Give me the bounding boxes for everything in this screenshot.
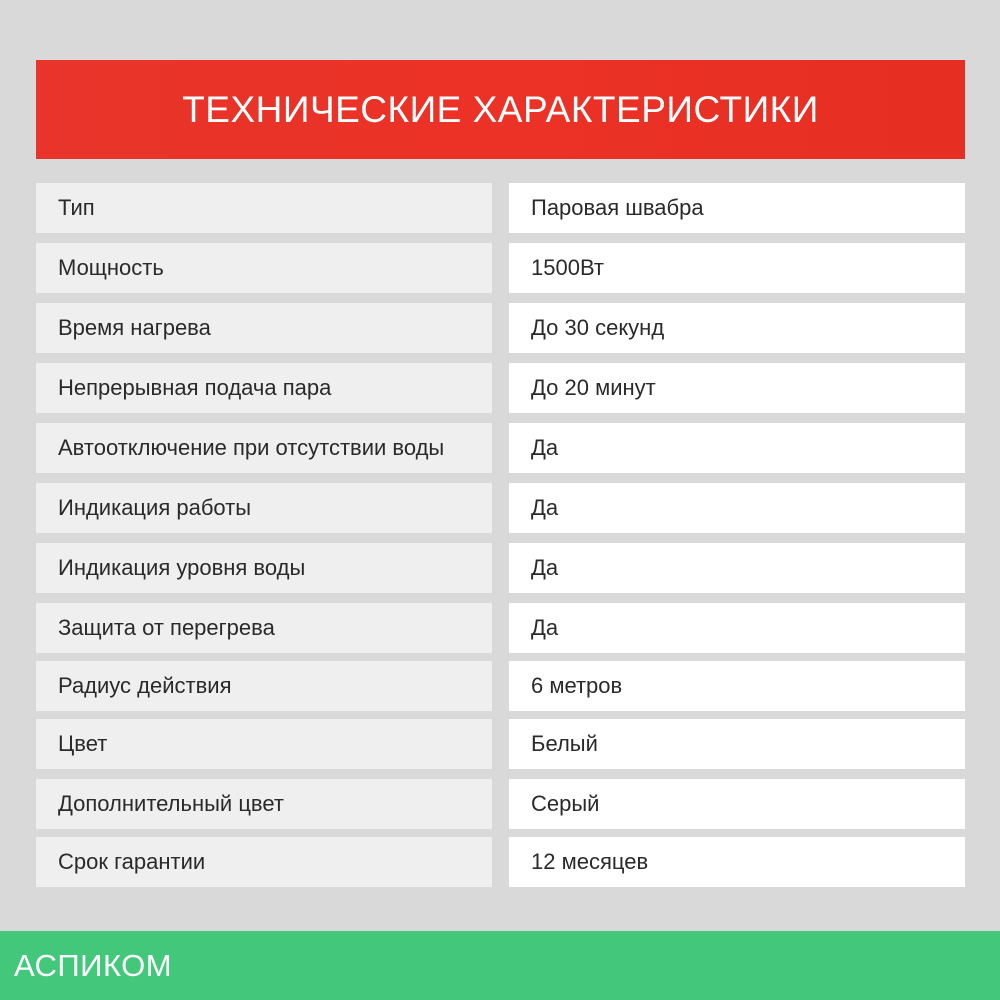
title-banner (36, 60, 965, 159)
spec-label: Непрерывная подача пара (36, 363, 492, 413)
spec-value: 1500Вт (509, 243, 965, 293)
spec-value: Да (509, 603, 965, 653)
spec-label: Защита от перегрева (36, 603, 492, 653)
spec-row (36, 363, 965, 413)
spec-row (36, 779, 965, 829)
spec-value: Серый (509, 779, 965, 829)
spec-row (36, 183, 965, 233)
spec-label: Индикация работы (36, 483, 492, 533)
spec-value: 6 метров (509, 661, 965, 711)
spec-label: Дополнительный цвет (36, 779, 492, 829)
spec-row (36, 603, 965, 653)
spec-row (36, 303, 965, 353)
page-title: ТЕХНИЧЕСКИЕ ХАРАКТЕРИСТИКИ (182, 88, 819, 130)
spec-value: 12 месяцев (509, 837, 965, 887)
spec-row (36, 719, 965, 769)
spec-row (36, 543, 965, 593)
spec-label: Время нагрева (36, 303, 492, 353)
spec-value: Да (509, 483, 965, 533)
spec-row (36, 483, 965, 533)
brand-name: АСПИКОМ (14, 947, 173, 983)
spec-value: Да (509, 423, 965, 473)
spec-value: Паровая швабра (509, 183, 965, 233)
spec-value: Да (509, 543, 965, 593)
spec-row (36, 661, 965, 711)
spec-label: Индикация уровня воды (36, 543, 492, 593)
spec-value: До 20 минут (509, 363, 965, 413)
spec-label: Автоотключение при отсутствии воды (36, 423, 492, 473)
spec-label: Цвет (36, 719, 492, 769)
spec-value: Белый (509, 719, 965, 769)
spec-value: До 30 секунд (509, 303, 965, 353)
spec-label: Мощность (36, 243, 492, 293)
brand-footer (0, 931, 1000, 1000)
spec-row (36, 243, 965, 293)
spec-row (36, 423, 965, 473)
spec-label: Тип (36, 183, 492, 233)
spec-row (36, 837, 965, 887)
spec-label: Радиус действия (36, 661, 492, 711)
spec-label: Срок гарантии (36, 837, 492, 887)
